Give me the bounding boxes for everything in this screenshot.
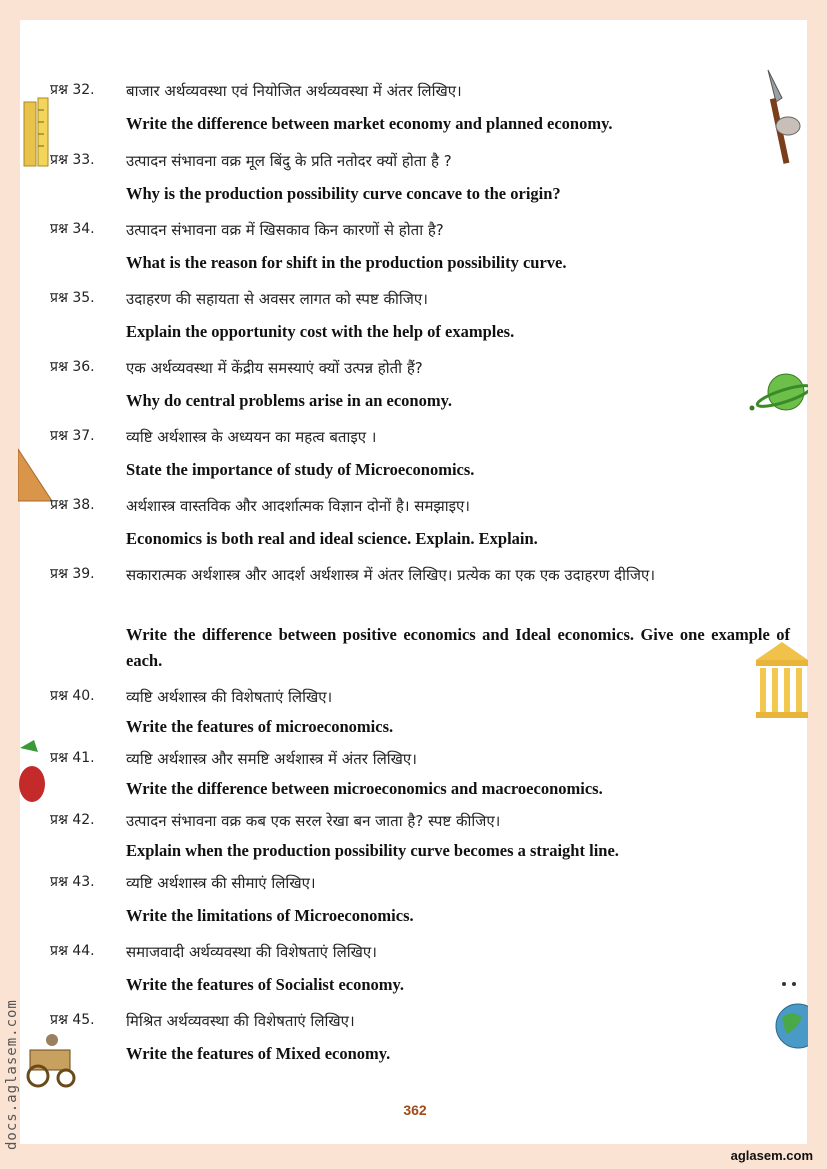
side-watermark: docs.aglasem.com <box>4 999 20 1150</box>
question-number: प्रश्न 43. <box>50 874 95 890</box>
question-number: प्रश्न 35. <box>50 290 95 306</box>
question-text-english: Economics is both real and ideal science. Explain. Explain. <box>126 529 538 548</box>
question-text-english: Write the features of microeconomics. <box>126 717 394 736</box>
question-text-english: Write the difference between market economy and planned economy. <box>126 114 613 133</box>
question-text-english: Write the features of Socialist economy. <box>126 975 405 994</box>
question-number: प्रश्न 34. <box>50 221 95 237</box>
question-number: प्रश्न 41. <box>50 750 95 766</box>
question-text-hindi: बाजार अर्थव्यवस्था एवं नियोजित अर्थव्यवस्था में अंतर लिखिए। <box>126 82 462 100</box>
question-text-hindi: व्यष्टि अर्थशास्त्र की सीमाएं लिखिए। <box>126 874 316 892</box>
question-text-hindi: व्यष्टि अर्थशास्त्र की विशेषताएं लिखिए। <box>126 688 333 706</box>
question-text-hindi: उत्पादन संभावना वक्र मूल बिंदु के प्रति नतोदर क्यों होता है ? <box>126 152 452 170</box>
pyramid-icon <box>18 445 54 503</box>
page-number: 362 <box>403 1102 427 1118</box>
question-text-english: Write the difference between positive economics and Ideal economics. Give one example of each. <box>126 625 790 670</box>
question-text-english: Write the difference between microeconomics and macroeconomics. <box>126 779 603 798</box>
question-number: प्रश्न 39. <box>50 566 95 582</box>
question-text-english: What is the reason for shift in the production possibility curve. <box>126 253 567 272</box>
question-text-hindi: अर्थशास्त्र वास्तविक और आदर्शात्मक विज्ञान दोनों है। समझाइए। <box>126 497 470 515</box>
question-text-english: Why do central problems arise in an economy. <box>126 391 453 410</box>
question-text-hindi: मिश्रित अर्थव्यवस्था की विशेषताएं लिखिए। <box>126 1012 355 1030</box>
fruit-icon <box>18 738 52 808</box>
question-number: प्रश्न 45. <box>50 1012 95 1028</box>
question-text-english: State the importance of study of Microeconomics. <box>126 460 475 479</box>
question-text-hindi: उत्पादन संभावना वक्र कब एक सरल रेखा बन जाता है? स्पष्ट कीजिए। <box>126 812 501 830</box>
cart-figure-icon <box>22 1030 80 1092</box>
question-number: प्रश्न 44. <box>50 943 95 959</box>
question-number: प्रश्न 40. <box>50 688 95 704</box>
question-text-hindi: व्यष्टि अर्थशास्त्र के अध्ययन का महत्व बताइए । <box>126 428 377 446</box>
question-text-english: Write the features of Mixed economy. <box>126 1044 391 1063</box>
question-number: प्रश्न 37. <box>50 428 95 444</box>
question-number: प्रश्न 33. <box>50 152 95 168</box>
question-text-english: Why is the production possibility curve concave to the origin? <box>126 184 561 203</box>
question-number: प्रश्न 38. <box>50 497 95 513</box>
question-number: प्रश्न 42. <box>50 812 95 828</box>
question-text-english: Explain the opportunity cost with the help of examples. <box>126 322 515 341</box>
question-text-hindi: समाजवादी अर्थव्यवस्था की विशेषताएं लिखिए। <box>126 943 377 961</box>
question-text-hindi: उत्पादन संभावना वक्र में खिसकाव किन कारणों से होता है? <box>126 221 444 239</box>
question-text-english: Write the limitations of Microeconomics. <box>126 906 414 925</box>
question-number: प्रश्न 36. <box>50 359 95 375</box>
question-text-hindi: सकारात्मक अर्थशास्त्र और आदर्श अर्थशास्त्र में अंतर लिखिए। प्रत्येक का एक एक उदाहरण दीजिए। <box>126 566 656 584</box>
document-page <box>20 20 807 1144</box>
footer-site-link[interactable]: aglasem.com <box>730 1148 813 1163</box>
question-text-hindi: एक अर्थव्यवस्था में केंद्रीय समस्याएं क्यों उत्पन्न होती हैं? <box>126 359 423 377</box>
question-text-hindi: व्यष्टि अर्थशास्त्र और समष्टि अर्थशास्त्र में अंतर लिखिए। <box>126 750 417 768</box>
ruler-pencil-icon <box>18 96 54 168</box>
question-text-hindi: उदाहरण की सहायता से अवसर लागत को स्पष्ट कीजिए। <box>126 290 428 308</box>
question-number: प्रश्न 32. <box>50 82 95 98</box>
question-text-english: Explain when the production possibility curve becomes a straight line. <box>126 841 619 860</box>
